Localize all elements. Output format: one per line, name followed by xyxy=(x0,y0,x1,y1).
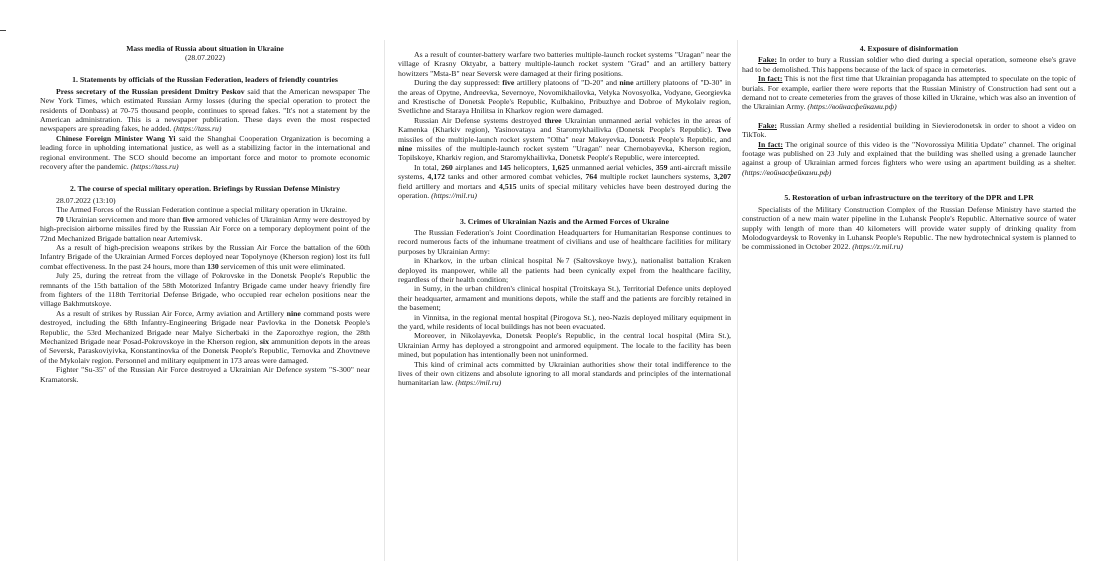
paragraph xyxy=(398,163,731,201)
source-link: (https://mil.ru) xyxy=(455,378,502,388)
column-1 xyxy=(40,44,370,384)
column-divider xyxy=(384,40,385,561)
fake-statement xyxy=(742,121,1076,140)
highlight-number: 4,515 xyxy=(499,181,517,191)
paragraph xyxy=(40,215,370,243)
fake-label: Fake: xyxy=(758,55,777,65)
paragraph-text: ammunition depots in the areas of Seversk, Paraskoviyivka, Konstantinovka of the Donetsk People's Republic, Ternovka and Zhovtneve of the Mykolaiv region. Personnel and military equipment in 173 areas were damaged. xyxy=(40,336,370,365)
fact-statement xyxy=(742,74,1076,112)
highlight-number: five xyxy=(502,78,515,88)
section-1-heading: 1. Statements by officials of the Russian Federation, leaders of friendly countries xyxy=(72,75,338,85)
highlight-number: nine xyxy=(398,144,413,154)
speaker-name: Chinese Foreign Minister Wang Yi xyxy=(56,133,176,143)
highlight-number: 70 xyxy=(56,214,64,224)
source-link: (https://войнасфейками.рф) xyxy=(742,167,832,177)
source-link: (https://tass.ru) xyxy=(173,124,222,134)
paragraph xyxy=(40,309,370,365)
paragraph-text: The original source of this video is the "Novorossiya Militia Update" channel. The original footage was published on 23 July and explained that the building was shelled using a grenade launcher against a group of Ukrainian armed forces fighters who were using an apartment building as a shelter. xyxy=(742,139,1077,168)
paragraph xyxy=(398,116,731,163)
highlight-number: 145 xyxy=(499,162,511,172)
paragraph-text: command posts were destroyed, including the 68th Infantry-Engineering Brigade near Pavlovka in the Donetsk People's Republic, the 53rd Mechanized Brigade near Malye Sicherbaki in the Zaporozhye region, the 28th Mechanized Brigade near Posad-Pokrovskoye in the Kherson region, xyxy=(40,308,370,346)
column-divider xyxy=(737,40,738,561)
highlight-number: 764 xyxy=(585,172,598,182)
section-5-heading: 5. Restoration of urban infrastructure on the territory of the DPR and LPR xyxy=(784,193,1034,203)
paragraph-text: said the Shanghai Cooperation Organization is becoming a leading force in upholding international justice, as well as a stabilizing factor in the international and regional environment. The SCO should become an important force and motor to promote economic recovery after the pandemic. xyxy=(40,133,370,172)
highlight-number: 130 xyxy=(207,261,219,271)
highlight-number: 4,172 xyxy=(427,172,445,182)
paragraph-text: Russian Army shelled a residential building in Sievierodonetsk in order to shoot a video on TikTok. xyxy=(742,120,1076,140)
scan-mark xyxy=(0,30,6,31)
document-title: Mass media of Russia about situation in Ukraine xyxy=(126,44,284,53)
paragraph-text: multiple rocket launchers systems, xyxy=(597,172,714,182)
paragraph-text: tanks and other armored combat vehicles, xyxy=(444,172,586,182)
paragraph: in Vinnitsa, in the regional mental hospital (Pirogova St.), neo-Nazis deployed military equipment in the yard, while residents of local buildings has not been evacuated. xyxy=(398,312,731,331)
fake-statement xyxy=(742,55,1076,74)
paragraph-text: missiles of the multiple-launch rocket system "Uragan" near Chernobayevka, Kherson region, Topilskoye, Kharkiv region, and Staromykhailivka, Donetsk People's Republic, were intercepted. xyxy=(398,144,731,163)
paragraph-text: said that the American newspaper The New York Times, which estimated Russian Army losses (during the special operation to protect the residents of Donbass) at 70-75 thousand people, continues to spread fakes. "It's not a statement by the American administration. This is a newspaper publication. These days even the most respected newspapers are spreading fakes, he added. xyxy=(40,86,370,134)
paragraph-text: As a result of strikes by Russian Air Force, Army aviation and Artillery xyxy=(56,308,287,318)
source-link: (https://z.mil.ru) xyxy=(852,242,904,252)
source-link: (https://tass.ru) xyxy=(130,162,179,172)
paragraph-text: Specialists of the Military Construction Complex of the Russian Defense Ministry have started the construction of a new main water pipeline in the Luhansk People's Republic. Alternative source of water supply with length of more than 40 kilometers will provide water supply of drinking quality from Molodogvardeysk to Rovenky in Luhansk People's Republic. The new hydrotechnical system is planned to be commissioned in October 2022. xyxy=(742,204,1076,252)
briefing-time: 28.07.2022 (13:10) xyxy=(56,195,116,205)
paragraph-text: units of special military vehicles have been destroyed during the operation. xyxy=(398,181,731,201)
highlight-number: nine xyxy=(286,308,301,318)
highlight-number: Two xyxy=(716,125,731,135)
paragraph-text: missiles of the multiple-launch rocket system "Olha" near Makeyevka, Donetsk People's Republic, and xyxy=(398,134,731,144)
highlight-number: 3,207 xyxy=(713,172,731,182)
paragraph xyxy=(40,134,370,172)
paragraph-text: Ukrainian unmanned aerial vehicles in the areas of Kamenka (Kharkiv region), Yasinovataya and Staromykhailivka (Donetsk People's Republic). xyxy=(398,115,731,135)
spacer xyxy=(742,177,1076,186)
paragraph-text: In order to bury a Russian soldier who died during a special operation, someone else's grave had to be demolished. This happens because of the lack of space in cemeteries. xyxy=(742,55,1076,74)
paragraph-text: armored vehicles of Ukrainian Army were destroyed by high-precision airborne missiles fired by the Russian Air Force on a temporary deployment point of the 72nd Mechanized Brigade battalion near Artemivsk. xyxy=(40,214,371,243)
highlight-number: five xyxy=(182,214,195,224)
highlight-number: three xyxy=(544,115,562,125)
highlight-number: 359 xyxy=(655,162,668,172)
paragraph-text: As a result of high-precision weapons strikes by the Russian Air Force the battalion of the 60th Infantry Brigade of the Ukrainian Armed Forces deployed near Topolynoye (Kherson region) lost its full combat effectiveness. In the past 24 hours, more than xyxy=(40,242,370,271)
paragraph xyxy=(40,243,370,271)
paragraph xyxy=(398,78,731,116)
paragraph: As a result of counter-battery warfare two batteries multiple-launch rocket systems "Uragan" near the village of Krasny Oktyabr, a battery multiple-launch rocket system "Grad" and an artillery battery howitzers "Msta-B" near Seversk were damaged at their firing positions. xyxy=(398,50,731,78)
fact-statement xyxy=(742,140,1076,178)
paragraph: July 25, during the retreat from the village of Pokrovske in the Donetsk People's Republic the remnants of the 15th battalion of the 58th Motorized Infantry Brigade came under heavy friendly fire from fighters of the 118th Territorial Defense Brigade, who occupied rear echelon positions near the village Bakhmutskoye. xyxy=(40,271,370,309)
spacer xyxy=(40,171,370,177)
column-3 xyxy=(742,44,1076,252)
section-3-heading: 3. Crimes of Ukrainian Nazis and the Armed Forces of Ukraine xyxy=(460,216,669,226)
highlight-number: nine xyxy=(619,78,634,88)
paragraph-text: This kind of criminal acts committed by Ukrainian authorities show their total indifference to the lives of their own citizens and absolute ignoring to all moral standards and principles of the international humanitarian law. xyxy=(398,359,731,388)
section-4-heading: 4. Exposure of disinformation xyxy=(859,44,959,53)
paragraph-text: unmanned aerial vehicles, xyxy=(569,162,656,172)
highlight-number: 260 xyxy=(441,162,453,172)
paragraph-text: helicopters, xyxy=(510,162,552,172)
paragraph-text: servicemen of this unit were eliminated. xyxy=(218,261,346,271)
paragraph-text: This is not the first time that Ukrainian propaganda has attempted to speculate on the topic of burials. For example, earlier there were reports that the Russian Ministry of Construction had sent out a demand not to create cemeteries from the graves of those killed in Ukraine, which was also an invention of the Ukrainian Army. xyxy=(742,74,1076,112)
paragraph-text: airplanes and xyxy=(452,162,500,172)
paragraph xyxy=(742,205,1076,252)
spacer xyxy=(398,201,731,210)
fact-label: In fact: xyxy=(758,139,783,149)
paragraph-text: field artillery and mortars and xyxy=(398,181,500,191)
paragraph-text: In total, xyxy=(414,162,442,172)
highlight-number: six xyxy=(259,336,269,346)
paragraph: in Kharkov, in the urban clinical hospital №7 (Saltovskoye hwy.), nationalist battalion Kraken deployed its manpower, while all the patients had been cynically expel from the healthcare facility, regardless of their health condition; xyxy=(398,256,731,284)
paragraph: in Sumy, in the urban children's clinical hospital (Troitskaya St.), Territorial Defence units deployed their headquarter, armament and munitions depots, while the staff and the patients are forcibly retained in the basement; xyxy=(398,284,731,313)
paragraph: Moreover, in Nikolayevka, Donetsk People's Republic, in the central local hospital (Mira St.), Ukrainian Army has deployed a strongpoint and armored equipment. The locale to the facility has been mined, but population has intentionally been not uninformed. xyxy=(398,331,731,360)
paragraph: The Russian Federation's Joint Coordination Headquarters for Humanitarian Response continues to record numerous facts of the inhumane treatment of civilians and use of healthcare facilities for military purposes by Ukrainian Army: xyxy=(398,227,731,256)
speaker-name: Press secretary of the Russian president Dmitry Peskov xyxy=(56,86,245,96)
paragraph: Fighter "Su-35" of the Russian Air Force destroyed a Ukrainian Air Defence system "S-300" near Kramatorsk. xyxy=(40,365,370,384)
fake-label: Fake: xyxy=(758,120,777,130)
highlight-number: 1,625 xyxy=(551,162,570,172)
section-2-heading: 2. The course of special military operation. Briefings by Russian Defense Ministry xyxy=(69,184,341,194)
column-2 xyxy=(398,50,731,388)
paragraph-text: Russian Air Defense systems destroyed xyxy=(414,115,545,125)
paragraph xyxy=(398,360,731,388)
paragraph-text: Ukrainian servicemen and more than xyxy=(63,214,183,224)
source-link: (https://mil.ru) xyxy=(431,191,478,201)
fact-label: In fact: xyxy=(758,74,783,84)
spacer xyxy=(742,112,1076,121)
paragraph-text: anti-aircraft missile systems, xyxy=(398,162,732,182)
paragraph-text: During the day suppressed: xyxy=(414,78,503,88)
source-link: (https://войнасфейками.рф) xyxy=(807,102,897,112)
paragraph-text: artillery platoons of "D-30" in the areas of Opytne, Andreevka, Severnoye, Novomikhailovka, Velyka Novosyolka, Vodyane, Georgievka and Krestische of Donetsk People's Republic, Kulbakino, Pribuzhye and Dobroe of Mykolaiv region, Svetlichne and Staraya Hnilitsa in Kharkov region were damaged. xyxy=(398,78,731,116)
paragraph: The Armed Forces of the Russian Federation continue a special military operation in Ukraine. xyxy=(56,205,347,215)
paragraph-text: artillery platoons of "D-20" and xyxy=(514,78,620,88)
paragraph xyxy=(40,87,370,134)
document-date: (28.07.2022) xyxy=(184,53,226,62)
